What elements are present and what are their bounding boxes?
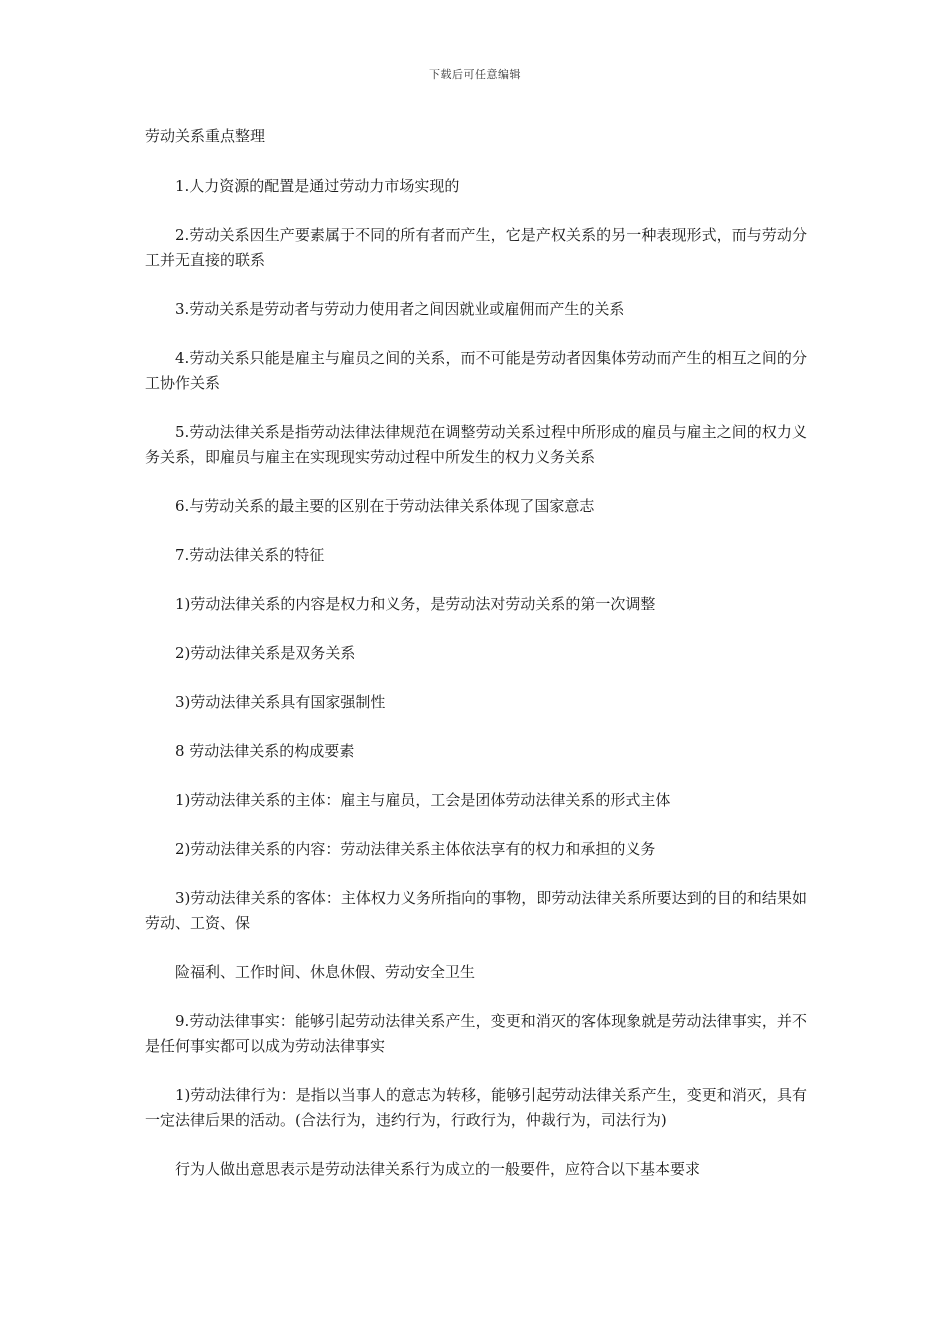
document-title: 劳动关系重点整理	[145, 127, 266, 145]
paragraph: 2)劳动法律关系是双务关系	[175, 644, 356, 662]
paragraph: 1)劳动法律关系的内容是权力和义务，是劳动法对劳动关系的第一次调整	[175, 595, 656, 613]
paragraph: 1)劳动法律关系的主体：雇主与雇员，工会是团体劳动法律关系的形式主体	[175, 791, 671, 809]
paragraph: 行为人做出意思表示是劳动法律关系行为成立的一般要件，应符合以下基本要求	[175, 1160, 701, 1178]
paragraph: 3.劳动关系是劳动者与劳动力使用者之间因就业或雇佣而产生的关系	[175, 300, 625, 318]
paragraph: 7.劳动法律关系的特征	[175, 546, 325, 564]
paragraph: 2.劳动关系因生产要素属于不同的所有者而产生，它是产权关系的另一种表现形式，而与劳动分工并无直接的联系	[145, 226, 807, 269]
paragraph: 6.与劳动关系的最主要的区别在于劳动法律关系体现了国家意志	[175, 497, 595, 515]
document-body	[145, 124, 807, 1206]
paragraph: 2)劳动法律关系的内容：劳动法律关系主体依法享有的权力和承担的义务	[175, 840, 656, 858]
page-header-note: 下载后可任意编辑	[429, 68, 521, 81]
paragraph: 4.劳动关系只能是雇主与雇员之间的关系，而不可能是劳动者因集体劳动而产生的相互之间的分工协作关系	[145, 349, 807, 392]
paragraph: 险福利、工作时间、休息休假、劳动安全卫生	[175, 963, 476, 981]
paragraph: 3)劳动法律关系具有国家强制性	[175, 693, 386, 711]
paragraph: 3)劳动法律关系的客体：主体权力义务所指向的事物，即劳动法律关系所要达到的目的和结果如劳动、工资、保	[145, 889, 807, 932]
paragraph: 1)劳动法律行为：是指以当事人的意志为转移，能够引起劳动法律关系产生，变更和消灭，具有一定法律后果的活动。(合法行为，违约行为，行政行为，仲裁行为，司法行为)	[145, 1086, 807, 1129]
paragraph: 9.劳动法律事实：能够引起劳动法律关系产生，变更和消灭的客体现象就是劳动法律事实，并不是任何事实都可以成为劳动法律事实	[145, 1012, 807, 1055]
paragraph: 8 劳动法律关系的构成要素	[175, 742, 355, 760]
paragraph: 5.劳动法律关系是指劳动法律法律规范在调整劳动关系过程中所形成的雇员与雇主之间的权力义务关系，即雇员与雇主在实现现实劳动过程中所发生的权力义务关系	[145, 423, 807, 466]
paragraph: 1.人力资源的配置是通过劳动力市场实现的	[175, 177, 460, 195]
